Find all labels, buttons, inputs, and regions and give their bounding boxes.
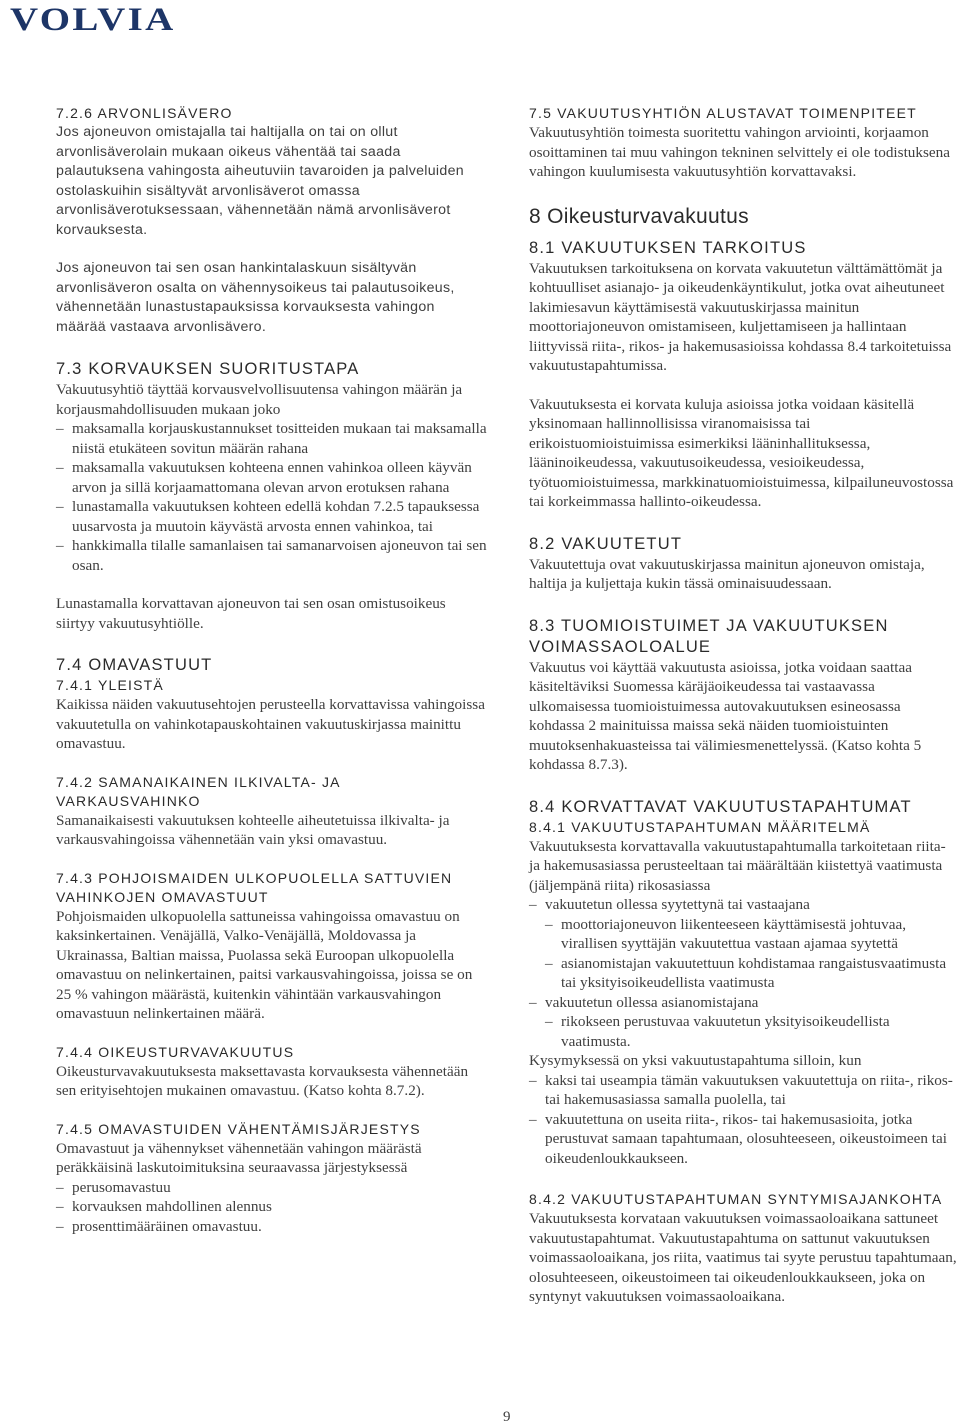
list-item: – vakuutetun ollessa syytettynä tai vastaajana (529, 895, 959, 915)
list-item: – vakuutetun ollessa asianomistajana (529, 993, 959, 1013)
paragraph: Vakuutus voi käyttää vakuutusta asioissa, jotka voidaan saattaa käsiteltäviksi Suomessa käräjäoikeudessa tai vastaavassa ulkomaisessa tuomioistuimessa autovakuutuksen esineosassa kohdassa 2 mainituissa maissa sekä näiden tuomioistuinten muutoksenhakuasteissa tai välimiesmenettelyssä. (Katso kohta 5 kohdassa 8.7.3). (529, 658, 922, 773)
list-item: – maksamalla vakuutuksen kohteena ennen vahinkoa olleen käyvän arvon ja sillä korjaamattomana olevan arvon erotuksen rahana (56, 458, 488, 497)
heading-8-2: 8.2 VAKUUTETUT (529, 534, 683, 553)
paragraph: Vakuutuksesta korvataan vakuutuksen voimassaoloaikana sattuneet vakuutustapahtumat. Vakuutustapahtuma on sattunut vakuutuksen voimassaoloaikana, jos riita, vaatimus tai syyte perustuu tapahtumaan, olosuhteeseen, oikeustoimeen tai oikeudenloukkaukseen, joka on syntynyt vakuutuksen voimassaoloaikana. (529, 1210, 957, 1305)
list-item: – hankkimalla tilalle samanlaisen tai samanarvoisen ajoneuvon tai sen osan. (56, 536, 488, 575)
heading-7-4-1: 7.4.1 YLEISTÄ (56, 677, 164, 693)
paragraph: Kysymyksessä on yksi vakuutustapahtuma silloin, kun (529, 1052, 862, 1069)
page-number: 9 (503, 1409, 511, 1425)
paragraph: Omavastuut ja vähennykset vähennetään vahingon määrästä peräkkäisinä laskutoimituksina seuraavassa järjestyksessä (56, 1139, 422, 1176)
list-item: – korvauksen mahdollinen alennus (56, 1197, 488, 1217)
volvia-logo: VOLVIA (10, 2, 176, 38)
heading-8: 8 Oikeusturvavakuutus (529, 204, 749, 228)
heading-8-1: 8.1 VAKUUTUKSEN TARKOITUS (529, 238, 807, 257)
paragraph: Vakuutuksen tarkoituksena on korvata vakuutetun välttämättömät ja kohtuulliset asianajo- ja oikeudenkäyntikulut, jotka ovat aiheutuneet lakimiesavun käyttämisestä vakuutuskirjassa mainitun moottoriajoneuvon omistamiseen, kuljettamiseen ja hallintaan liittyvissä riita-, rikos- ja hakemusasioissa kohdassa 8.4 tarkoitetuissa vakuutustapahtumissa. (529, 259, 952, 374)
heading-7-4-3: 7.4.3 POHJOISMAIDEN ULKOPUOLELLA SATTUVIEN VAHINKOJEN OMAVASTUUT (56, 869, 453, 905)
paragraph: Lunastamalla korvattavan ajoneuvon tai sen osan omistusoikeus siirtyy vakuutusyhtiölle. (56, 595, 446, 632)
list-item: – vakuutettuna on useita riita-, rikos- tai hakemusasioita, jotka perustuvat samaan tapahtumaan, olosuhteeseen, oikeustoimeen tai oikeudenloukkaukseen. (529, 1110, 959, 1169)
paragraph: Vakuutuksesta korvattavalla vakuutustapahtumalla tarkoitetaan riita- ja hakemusasiassa perusteeltaan tai määrältään kiistettyä vaatimusta (jäljempänä riita) rikosasiassa (529, 837, 946, 894)
paragraph: Vakuutusyhtiön toimesta suoritettu vahingon arviointi, korjaamon osoittaminen tai muu vahingon tekninen selvittely ei ole todistuksena vahingon kuulumisesta vakuutusyhtiön korvattavaksi. (529, 124, 950, 180)
paragraph: Oikeusturvavakuutuksesta maksettavasta korvauksesta vähennetään sen erityisehtojen mukainen omavastuu. (Katso kohta 8.7.2). (56, 1062, 469, 1099)
paragraph: Pohjoismaiden ulkopuolella sattuneissa vahingoissa omavastuu on kaksinkertainen. Venäjällä, Valko-Venäjällä, Moldovassa ja Ukrainassa, Baltian maissa, Puolassa sekä Euroopan ulkopuolella omavastuu on nelinkertainen, paitsi varkausvahingoissa, joissa se on 25 % vahingon määrästä, kuitenkin vähintään varkausvahingon omavastuun nelinkertainen määrä. (56, 907, 473, 1022)
heading-7-4-5: 7.4.5 OMAVASTUIDEN VÄHENTÄMISJÄRJESTYS (56, 1120, 421, 1137)
paragraph: Kaikissa näiden vakuutusehtojen perusteella korvattavissa vahingoissa vakuutetulla on vahinkotapauskohtainen vakuutuskirjassa mainittu omavastuu. (56, 696, 485, 752)
heading-8-3: 8.3 TUOMIOISTUIMET JA VAKUUTUKSEN VOIMASSAOLOALUE (529, 616, 889, 656)
right-column (529, 104, 959, 1307)
list-item: – maksamalla korjauskustannukset tositteiden mukaan tai maksamalla niistä etukäteen sovitun määrän rahana (56, 419, 488, 458)
list-item: – perusomavastuu (56, 1178, 488, 1198)
sub-list-item: – rikokseen perustuvaa vakuutetun yksityisoikeudellista vaatimusta. (529, 1012, 959, 1051)
left-column (56, 104, 488, 1236)
heading-7-2-6: 7.2.6 ARVONLISÄVERO (56, 105, 233, 121)
paragraph: Vakuutusyhtiö täyttää korvausvelvollisuutensa vahingon määrän ja korjausmahdollisuuden mukaan joko (56, 381, 463, 418)
paragraph: Jos ajoneuvon omistajalla tai haltijalla on tai on ollut arvonlisäverolain mukaan oikeus vähentää tai saada palautuksena vahingosta aiheutuviin tavaroiden ja palveluiden ostolaskuihin sisältyvät arvonlisäverot omassa arvonlisäverotuksessaan, vähennetään nämä arvonlisäverot korvauksesta. (56, 124, 464, 238)
paragraph: Vakuutettuja ovat vakuutuskirjassa mainitun ajoneuvon omistaja, haltija ja kuljettaja kukin tässä ominaisuudessaan. (529, 555, 925, 592)
heading-8-4-2: 8.4.2 VAKUUTUSTAPAHTUMAN SYNTYMISAJANKOHTA (529, 1191, 943, 1207)
heading-7-3: 7.3 KORVAUKSEN SUORITUSTAPA (56, 360, 360, 378)
paragraph: Jos ajoneuvon tai sen osan hankintalaskuun sisältyvän arvonlisäveron osalta on vähennysoikeus tai palautusoikeus, vähennetään lunastustapauksissa korvauksesta vahingon määrää vastaava arvonlisävero. (56, 260, 455, 335)
paragraph: Vakuutuksesta ei korvata kuluja asioissa jotka voidaan käsitellä yksinomaan hallinnollisissa viranomaisissa tai erikoistuomioistuimissa esimerkiksi lääninhallituksessa, lääninoikeudessa, vakuutusoikeudessa, vesioikeudessa, työtuomioistuimessa, markkinatuomioistuimessa, kilpailuneuvostossa tai korkeimmassa hallinto-oikeudessa. (529, 395, 954, 510)
heading-8-4: 8.4 KORVATTAVAT VAKUUTUSTAPAHTUMAT (529, 797, 912, 816)
list-item: – lunastamalla vakuutuksen kohteen edellä kohdan 7.2.5 tapauksessa uusarvosta ja muutoin käyvästä arvosta ennen vahinkoa, tai (56, 497, 488, 536)
heading-8-4-1: 8.4.1 VAKUUTUSTAPAHTUMAN MÄÄRITELMÄ (529, 818, 871, 835)
heading-7-4: 7.4 OMAVASTUUT (56, 656, 213, 674)
heading-7-5: 7.5 VAKUUTUSYHTIÖN ALUSTAVAT TOIMENPITEET (529, 105, 917, 121)
heading-7-4-2: 7.4.2 SAMANAIKAINEN ILKIVALTA- JA VARKAUSVAHINKO (56, 773, 340, 809)
sub-list-item: – moottoriajoneuvon liikenteeseen käyttämisestä johtuvaa, virallisen syyttäjän vakuutettua vastaan ajamaa syytettä (529, 915, 959, 954)
list-item: – kaksi tai useampia tämän vakuutuksen vakuutettuja on riita-, rikos- tai hakemusasiassa samalla puolella, tai (529, 1071, 959, 1110)
paragraph: Samanaikaisesti vakuutuksen kohteelle aiheutetuissa ilkivalta- ja varkausvahingoissa vähennetään vain yksi omavastuu. (56, 811, 450, 848)
sub-list-item: – asianomistajan vakuutettuun kohdistamaa rangaistusvaatimusta tai yksityisoikeudellista vaatimusta (529, 954, 959, 993)
list-item: – prosenttimääräinen omavastuu. (56, 1217, 488, 1237)
heading-7-4-4: 7.4.4 OIKEUSTURVAVAKUUTUS (56, 1043, 295, 1060)
